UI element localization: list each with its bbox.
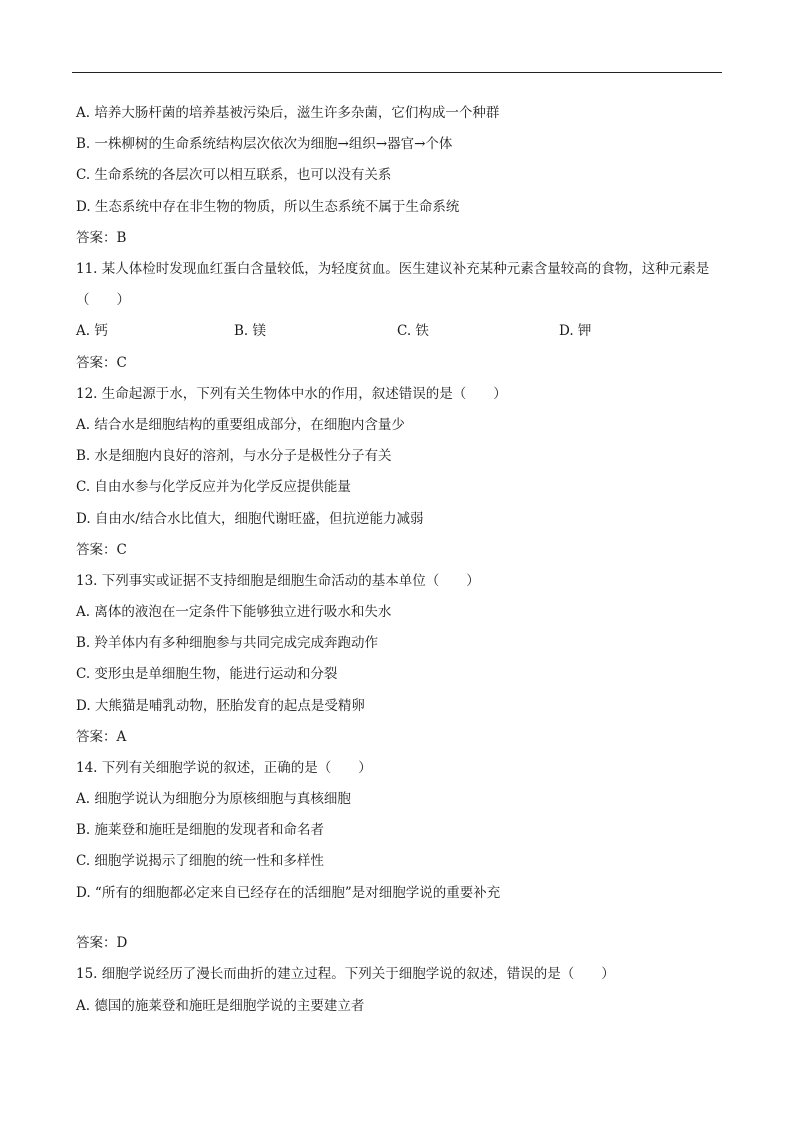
q10-option-c: C. 生命系统的各层次可以相互联系，也可以没有关系 [76, 167, 392, 183]
q14-option-d: D. “所有的细胞都必定来自已经存在的活细胞”是对细胞学说的重要补充 [76, 885, 501, 901]
q10-option-b: B. 一株柳树的生命系统结构层次依次为细胞→组织→器官→个体 [76, 136, 453, 152]
q14-answer: 答案：D [76, 935, 128, 951]
q14-option-a: A. 细胞学说认为细胞分为原核细胞与真核细胞 [76, 791, 351, 807]
q13-option-a: A. 离体的液泡在一定条件下能够独立进行吸水和失水 [76, 604, 392, 620]
q10-answer: 答案：B [76, 230, 127, 246]
q12-option-a: A. 结合水是细胞结构的重要组成部分，在细胞内含量少 [76, 417, 405, 433]
q13-option-d: D. 大熊猫是哺乳动物，胚胎发育的起点是受精卵 [76, 698, 365, 714]
q12-option-b: B. 水是细胞内良好的溶剂，与水分子是极性分子有关 [76, 448, 392, 464]
q11-options-row [76, 322, 676, 340]
q12-stem: 12. 生命起源于水，下列有关生物体中水的作用，叙述错误的是（ ） [76, 386, 507, 402]
q11-stem-line2: （ ） [76, 292, 130, 308]
q13-option-c: C. 变形虫是单细胞生物，能进行运动和分裂 [76, 666, 338, 682]
q13-stem: 13. 下列事实或证据不支持细胞是细胞生命活动的基本单位（ ） [76, 573, 480, 589]
header-rule [72, 72, 722, 73]
q15-stem: 15. 细胞学说经历了漫长而曲折的建立过程。下列关于细胞学说的叙述，错误的是（ ） [76, 966, 615, 982]
q11-answer: 答案：C [76, 355, 127, 371]
q12-answer: 答案：C [76, 542, 127, 558]
q14-option-b: B. 施莱登和施旺是细胞的发现者和命名者 [76, 822, 325, 838]
q11-option-d: D. 钾 [559, 323, 592, 339]
q14-option-c: C. 细胞学说揭示了细胞的统一性和多样性 [76, 853, 324, 869]
q13-answer: 答案：A [76, 729, 127, 745]
q12-option-c: C. 自由水参与化学反应并为化学反应提供能量 [76, 479, 351, 495]
q13-option-b: B. 羚羊体内有多种细胞参与共同完成完成奔跑动作 [76, 635, 379, 651]
q11-option-c: C. 铁 [397, 323, 429, 339]
q10-option-d: D. 生态系统中存在非生物的物质，所以生态系统不属于生命系统 [76, 199, 460, 215]
q11-option-a: A. 钙 [76, 323, 108, 339]
q14-stem: 14. 下列有关细胞学说的叙述，正确的是（ ） [76, 760, 372, 776]
q11-stem-line1: 11. 某人体检时发现血红蛋白含量较低，为轻度贫血。医生建议补充某种元素含量较高的食物，这种元素是 [76, 261, 710, 277]
q11-option-b: B. 镁 [234, 323, 267, 339]
q15-option-a: A. 德国的施莱登和施旺是细胞学说的主要建立者 [76, 998, 365, 1014]
q12-option-d: D. 自由水/结合水比值大，细胞代谢旺盛，但抗逆能力减弱 [76, 511, 424, 527]
q10-option-a: A. 培养大肠杆菌的培养基被污染后，滋生许多杂菌，它们构成一个种群 [76, 105, 500, 121]
